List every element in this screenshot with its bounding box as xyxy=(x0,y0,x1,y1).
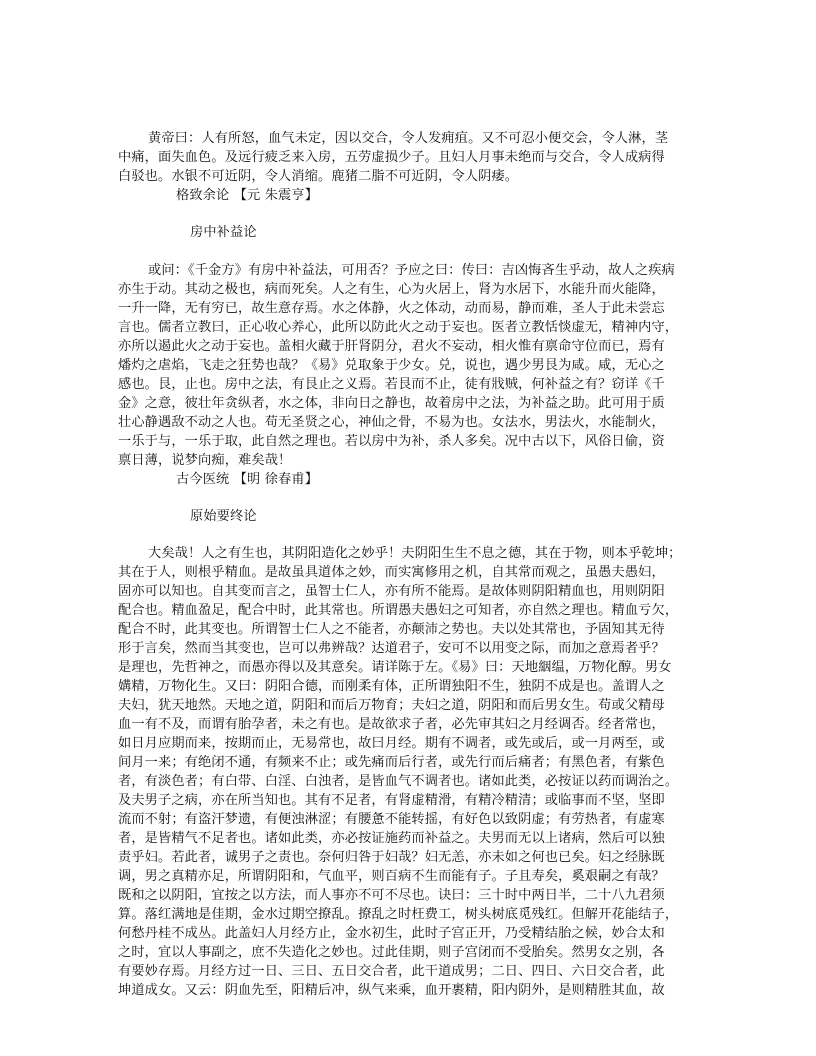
text-line: 亦所以遏此火之动于妄也。盖相火藏于肝肾阴分，君火不妄动，相火惟有禀命守位而已，焉有 xyxy=(118,339,665,354)
text-line: 是理也，先哲神之，而愚亦得以及其意矣。请详陈于左。《易》曰：天地絪缊，万物化醇。男女 xyxy=(118,660,672,675)
text-line: 坤道成女。又云：阴血先至，阳精后冲，纵气来乘，血开裹精，阳内阴外，是则精胜其血，故 xyxy=(118,983,665,998)
text-line: 何愁丹桂不成丛。此盖妇人月经方止，金水初生，此时子宫正开，乃受精结胎之候，妙合太和 xyxy=(118,926,665,941)
text-line: 言也。儒者立教曰，正心收心养心，此所以防此火之动于妄也。医者立教恬惔虚无，精神内守， xyxy=(118,320,679,335)
text-line: 一升一降，无有穷已，故生意存焉。水之体静，火之体动，动而易，静而难，圣人于此未尝忘 xyxy=(118,301,665,316)
text-line: 有要妙存焉。月经方过一日、三日、五日交合者，此干道成男；二日、四日、六日交合者，此 xyxy=(118,964,665,979)
text-line: 配合不时，此其变也。所谓智士仁人之不能者，亦颠沛之势也。夫以处其常也，予固知其无待 xyxy=(118,622,665,637)
text-line: 或问：《千金方》有房中补益法，可用否？予应之曰：传曰：吉凶悔吝生乎动，故人之疾病 xyxy=(148,263,675,278)
section-title: 原始要终论 xyxy=(190,509,257,524)
text-line: 一乐于与，一乐于取，此自然之理也。若以房中为补，杀人多矣。况中古以下，风俗日偷，资 xyxy=(118,434,665,449)
text-line: 者，有淡色者；有白带、白淫、白浊者，是皆血气不调者也。诸如此类，必按证以药而调治之。 xyxy=(118,774,679,789)
text-line: 其在于人，则根乎精血。是故虽具道体之妙，而实寓修用之机，自其常而观之，虽愚夫愚妇， xyxy=(118,565,665,580)
text-line: 黄帝曰：人有所怒，血气未定，因以交合，令人发痈疽。又不可忍小便交会，令人淋，茎 xyxy=(148,131,669,146)
text-line: 白驳也。水银不可近阴，令人消缩。鹿猪二脂不可近阴，令人阴痿。 xyxy=(118,169,519,184)
source-citation: 格致余论 【元 朱震亨】 xyxy=(176,188,319,203)
text-line: 流而不射；有盗汗梦遗，有便浊淋涩；有腰惫不能转摇，有好色以致阴虚；有劳热者，有虚寒 xyxy=(118,812,665,827)
text-line: 形于言矣，然而当其变也，岂可以弗辨哉？达道君子，安可不以用变之际，而加之意焉者乎？ xyxy=(118,641,665,656)
text-line: 大矣哉！人之有生也，其阴阳造化之妙乎！夫阴阳生生不息之德，其在于物，则本乎乾坤； xyxy=(148,546,682,561)
text-line: 媾精，万物化生。又曰：阴阳合德，而刚柔有体，正所谓独阳不生，独阴不成是也。盖谓人之 xyxy=(118,679,665,694)
text-line: 如日月应期而来，按期而止，无易常也，故曰月经。期有不调者，或先或后，或一月两至，或 xyxy=(118,736,665,751)
text-line: 固亦可以知也。自其变而言之，虽智士仁人，亦有所不能焉。是故体则阴阳精血也，用则阴阳 xyxy=(118,584,665,599)
text-line: 间月一来；有绝闭不通，有频来不止；或先痛而后行者，或先行而后痛者；有黑色者，有紫色 xyxy=(118,755,665,770)
text-line: 燔灼之虐焰，飞走之狂势也哉？《易》兑取象于少女。兑，说也，遇少男艮为咸。咸，无心之 xyxy=(118,358,665,373)
text-line: 既和之以阴阳，宜按之以方法，而人事亦不可不尽也。诀曰：三十时中两日半，二十八九君须 xyxy=(118,888,665,903)
text-line: 算。落红满地是佳期，金水过期空撩乱。撩乱之时枉费工，树头树底觅残红。但解开花能结子， xyxy=(118,907,679,922)
section-title: 房中补益论 xyxy=(190,225,257,240)
text-line: 及夫男子之病，亦在所当知也。其有不足者，有肾虚精滑，有精冷精清；或临事而不坚，坚即 xyxy=(118,793,665,808)
text-line: 夫妇，犹天地然。天地之道，阴阳和而后万物育；夫妇之道，阴阳和而后男女生。苟或父精母 xyxy=(118,698,665,713)
text-line: 之时，宜以人事副之，庶不失造化之妙也。过此佳期，则子宫闭而不受胎矣。然男女之别，各 xyxy=(118,945,665,960)
text-line: 配合也。精血盈足，配合中时，此其常也。所谓愚夫愚妇之可知者，亦自然之理也。精血亏欠， xyxy=(118,603,679,618)
text-line: 金》之意，彼壮年贪纵者，水之体，非向日之静也，故着房中之法，为补益之助。此可用于质 xyxy=(118,396,665,411)
source-citation: 古今医统 【明 徐春甫】 xyxy=(176,472,319,487)
text-line: 壮心静遇敌不动之人也。苟无圣贤之心，神仙之骨，不易为也。女法水，男法火，水能制火， xyxy=(118,415,665,430)
text-line: 者，是皆精气不足者也。诸如此类，亦必按证施药而补益之。夫男而无以上诸病，然后可以独 xyxy=(118,831,665,846)
text-line: 中痛，面失血色。及远行疲乏来入房，五劳虚损少子。且妇人月事未绝而与交合，令人成病得 xyxy=(118,150,665,165)
text-line: 禀日薄，说梦向痴，难矣哉！ xyxy=(118,453,292,468)
text-line: 亦生于动。其动之极也，病而死矣。人之有生，心为火居上，肾为水居下，水能升而火能降， xyxy=(118,282,665,297)
text-line: 感也。艮，止也。房中之法，有艮止之义焉。若艮而不止，徒有戕贼，何补益之有？窃详《千 xyxy=(118,377,665,392)
text-line: 调，男之真精亦足，所谓阴阳和，气血平，则百病不生而能有子。子且寿矣，奚艰嗣之有哉？ xyxy=(118,869,665,884)
text-line: 责乎妇。若此者，诚男子之责也。奈何归咎于妇哉？妇无恙，亦未如之何也已矣。妇之经脉既 xyxy=(118,850,665,865)
text-line: 血一有不及，而谓有胎孕者，未之有也。是故欲求子者，必先审其妇之月经调否。经者常也， xyxy=(118,717,665,732)
